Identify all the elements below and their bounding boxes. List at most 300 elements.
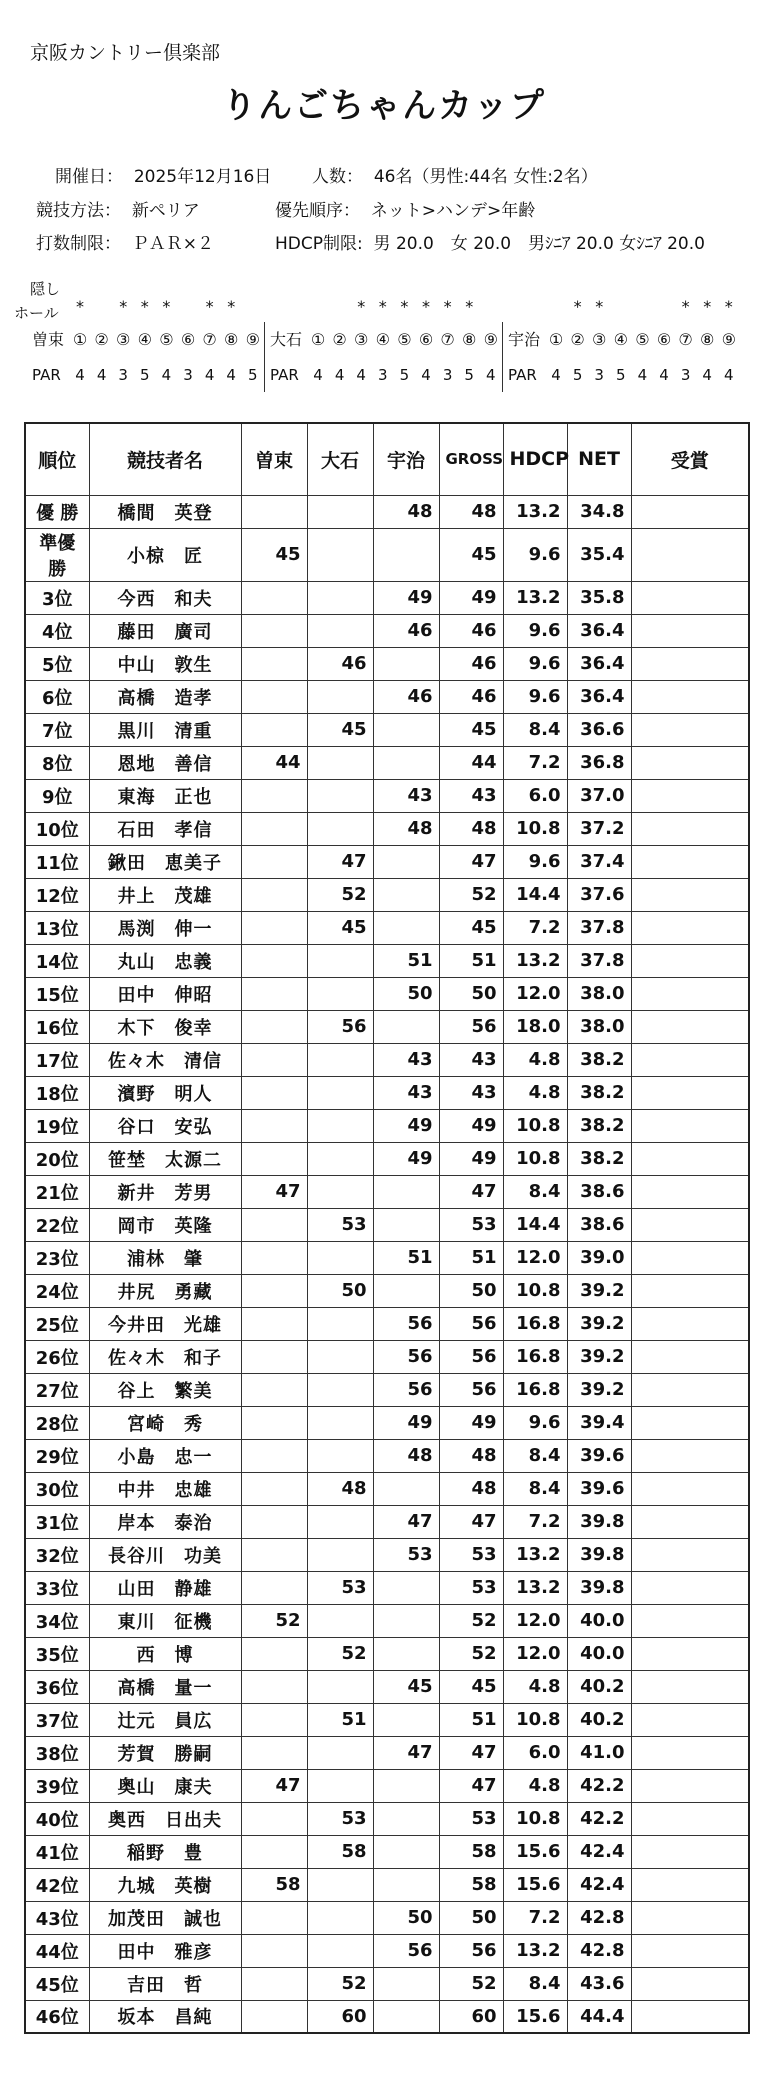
club-name: 京阪カントリー倶楽部 (30, 42, 221, 64)
people-label: 人数： (312, 167, 363, 187)
strokes-label: 打数制限： (36, 234, 121, 254)
priority-label: 優先順序： (275, 201, 360, 221)
par-label-2: PAR (508, 366, 537, 384)
rank-cell: 32位 (25, 1538, 89, 1571)
table-row (25, 845, 749, 878)
gross-cell: 43 (439, 1043, 503, 1076)
oishi-score-cell: 60 (307, 2000, 373, 2033)
hdcp-cell: 10.8 (503, 1142, 567, 1175)
hdcp-cell: 12.0 (503, 977, 567, 1010)
oishi-score-cell: 50 (307, 1274, 373, 1307)
rank-cell: 35位 (25, 1637, 89, 1670)
table-row (25, 1802, 749, 1835)
hole-number: ⑤ (397, 330, 412, 349)
net-cell: 38.0 (567, 1010, 631, 1043)
uji-score-cell (373, 2000, 439, 2033)
award-cell (631, 1010, 749, 1043)
table-row (25, 1142, 749, 1175)
gross-cell: 48 (439, 1472, 503, 1505)
hdcp-cell: 15.6 (503, 2000, 567, 2033)
hole-number: ④ (613, 330, 628, 349)
gross-cell: 49 (439, 581, 503, 614)
award-cell (631, 1208, 749, 1241)
gross-cell: 58 (439, 1835, 503, 1868)
course-label-1: 大石 (270, 330, 303, 349)
oishi-score-cell (307, 1043, 373, 1076)
net-cell: 37.2 (567, 812, 631, 845)
rank-cell: 42位 (25, 1868, 89, 1901)
gross-cell: 47 (439, 1769, 503, 1802)
hdcp-cell: 18.0 (503, 1010, 567, 1043)
hole-number: ⑦ (202, 330, 217, 349)
net-cell: 37.6 (567, 878, 631, 911)
award-cell (631, 878, 749, 911)
date-value: 2025年12月16日 (133, 167, 272, 187)
award-cell (631, 1241, 749, 1274)
player-name-cell: 九城 英樹 (89, 1868, 241, 1901)
sotsuka-score-cell (241, 779, 307, 812)
uji-score-cell: 43 (373, 1043, 439, 1076)
hole-par: 5 (140, 366, 150, 384)
award-cell (631, 746, 749, 779)
hdcp-cell: 9.6 (503, 1406, 567, 1439)
gross-cell: 47 (439, 845, 503, 878)
hdcp-cell: 8.4 (503, 1472, 567, 1505)
uji-score-cell (373, 1274, 439, 1307)
date-label: 開催日： (55, 167, 123, 187)
course-label-0: 曽束 (32, 330, 65, 349)
course-separator (264, 322, 265, 392)
sotsuka-score-cell (241, 1109, 307, 1142)
award-cell (631, 1538, 749, 1571)
table-row (25, 647, 749, 680)
player-name-cell: 山田 静雄 (89, 1571, 241, 1604)
gross-cell: 48 (439, 812, 503, 845)
sotsuka-score-cell (241, 845, 307, 878)
hidden-hole-mark: * (140, 297, 149, 316)
player-name-cell: 長谷川 功美 (89, 1538, 241, 1571)
award-cell (631, 1274, 749, 1307)
oishi-score-cell: 47 (307, 845, 373, 878)
sotsuka-score-cell: 52 (241, 1604, 307, 1637)
rank-cell: 11位 (25, 845, 89, 878)
hole-number: ③ (592, 330, 607, 349)
net-cell: 39.8 (567, 1571, 631, 1604)
hole-par: 4 (204, 366, 215, 384)
rank-cell: 19位 (25, 1109, 89, 1142)
gross-cell: 47 (439, 1175, 503, 1208)
rank-cell: 15位 (25, 977, 89, 1010)
oishi-score-cell (307, 1736, 373, 1769)
net-cell: 39.8 (567, 1538, 631, 1571)
net-cell: 41.0 (567, 1736, 631, 1769)
col-gross: GROSS (439, 423, 503, 495)
award-cell (631, 1175, 749, 1208)
table-row (25, 944, 749, 977)
table-row (25, 581, 749, 614)
table-row (25, 1274, 749, 1307)
net-cell: 44.4 (567, 2000, 631, 2033)
rank-cell: 44位 (25, 1934, 89, 1967)
rank-cell: 21位 (25, 1175, 89, 1208)
net-cell: 37.0 (567, 779, 631, 812)
hole-number: ⑦ (678, 330, 693, 349)
net-cell: 34.8 (567, 495, 631, 528)
oishi-score-cell: 53 (307, 1802, 373, 1835)
sotsuka-score-cell (241, 2000, 307, 2033)
uji-score-cell (373, 1769, 439, 1802)
sotsuka-score-cell (241, 1340, 307, 1373)
rank-cell: 20位 (25, 1142, 89, 1175)
table-row (25, 779, 749, 812)
gross-cell: 49 (439, 1406, 503, 1439)
rank-cell: 18位 (25, 1076, 89, 1109)
uji-score-cell: 56 (373, 1307, 439, 1340)
hole-par: 4 (313, 366, 323, 384)
gross-cell: 56 (439, 1340, 503, 1373)
award-cell (631, 911, 749, 944)
rank-cell: 45位 (25, 1967, 89, 2000)
gross-cell: 48 (439, 495, 503, 528)
table-row (25, 812, 749, 845)
hidden-label: 隠し (30, 280, 61, 298)
hdcp-cell: 4.8 (503, 1043, 567, 1076)
hole-par: 3 (378, 366, 388, 384)
hdcp-cell: 7.2 (503, 746, 567, 779)
award-cell (631, 1373, 749, 1406)
net-cell: 42.2 (567, 1802, 631, 1835)
hdcp-label: HDCP制限: (275, 234, 363, 254)
hdcp-cell: 9.6 (503, 647, 567, 680)
player-name-cell: 小島 忠一 (89, 1439, 241, 1472)
hdcp-cell: 9.6 (503, 845, 567, 878)
uji-score-cell: 50 (373, 977, 439, 1010)
net-cell: 39.8 (567, 1505, 631, 1538)
rank-cell: 24位 (25, 1274, 89, 1307)
hdcp-cell: 13.2 (503, 1934, 567, 1967)
player-name-cell: 佐々木 清信 (89, 1043, 241, 1076)
oishi-score-cell: 52 (307, 1637, 373, 1670)
hdcp-cell: 16.8 (503, 1340, 567, 1373)
rank-cell: 31位 (25, 1505, 89, 1538)
gross-cell: 44 (439, 746, 503, 779)
uji-score-cell (373, 1703, 439, 1736)
hole-par: 4 (334, 366, 345, 384)
uji-score-cell (373, 528, 439, 581)
rank-cell: 23位 (25, 1241, 89, 1274)
sotsuka-score-cell (241, 647, 307, 680)
net-cell: 39.2 (567, 1307, 631, 1340)
net-cell: 36.4 (567, 680, 631, 713)
hidden-hole-mark: * (227, 297, 236, 316)
hole-par: 3 (442, 366, 453, 384)
player-name-cell: 東海 正也 (89, 779, 241, 812)
gross-cell: 46 (439, 680, 503, 713)
gross-cell: 43 (439, 779, 503, 812)
hdcp-cell: 14.4 (503, 1208, 567, 1241)
hole-number: ③ (354, 330, 369, 349)
award-cell (631, 1736, 749, 1769)
sotsuka-score-cell (241, 1241, 307, 1274)
method-label: 競技方法： (36, 201, 121, 221)
oishi-score-cell (307, 581, 373, 614)
hdcp-cell: 12.0 (503, 1604, 567, 1637)
table-row (25, 1637, 749, 1670)
hole-number: ⑥ (180, 330, 196, 349)
sotsuka-score-cell: 45 (241, 528, 307, 581)
rank-cell: 28位 (25, 1406, 89, 1439)
course-separator (502, 322, 503, 392)
table-row (25, 1175, 749, 1208)
player-name-cell: 新井 芳男 (89, 1175, 241, 1208)
award-cell (631, 1109, 749, 1142)
sotsuka-score-cell (241, 1637, 307, 1670)
hdcp-value: 男 20.0 女 20.0 男ｼﾆｱ 20.0 女ｼﾆｱ 20.0 (373, 234, 705, 254)
uji-score-cell (373, 1967, 439, 2000)
net-cell: 42.4 (567, 1868, 631, 1901)
uji-score-cell (373, 1637, 439, 1670)
hdcp-cell: 4.8 (503, 1769, 567, 1802)
hole-par: 4 (724, 366, 734, 384)
oishi-score-cell (307, 1670, 373, 1703)
hole-number: ③ (116, 330, 131, 349)
oishi-score-cell (307, 680, 373, 713)
hidden-hole-mark: * (465, 297, 474, 316)
oishi-score-cell (307, 1241, 373, 1274)
col-sotsuka: 曽束 (241, 423, 307, 495)
sotsuka-score-cell: 44 (241, 746, 307, 779)
hdcp-cell: 15.6 (503, 1868, 567, 1901)
hole-par: 4 (161, 366, 172, 384)
sotsuka-score-cell (241, 1307, 307, 1340)
table-row (25, 1736, 749, 1769)
hdcp-cell: 10.8 (503, 1274, 567, 1307)
hole-par: 4 (551, 366, 561, 384)
uji-score-cell (373, 1571, 439, 1604)
uji-score-cell: 48 (373, 1439, 439, 1472)
award-cell (631, 944, 749, 977)
oishi-score-cell: 46 (307, 647, 373, 680)
hole-number: ⑤ (159, 330, 174, 349)
gross-cell: 43 (439, 1076, 503, 1109)
hdcp-cell: 8.4 (503, 1967, 567, 2000)
sotsuka-score-cell (241, 1406, 307, 1439)
hole-par: 3 (118, 366, 128, 384)
gross-cell: 46 (439, 614, 503, 647)
sotsuka-score-cell (241, 1142, 307, 1175)
award-cell (631, 1340, 749, 1373)
uji-score-cell: 46 (373, 680, 439, 713)
player-name-cell: 濱野 明人 (89, 1076, 241, 1109)
rank-cell: 34位 (25, 1604, 89, 1637)
sotsuka-score-cell (241, 581, 307, 614)
player-name-cell: 高橋 造孝 (89, 680, 241, 713)
oishi-score-cell (307, 1076, 373, 1109)
col-net: NET (567, 423, 631, 495)
hidden-hole-mark: * (76, 297, 84, 316)
uji-score-cell: 49 (373, 1142, 439, 1175)
uji-score-cell: 48 (373, 495, 439, 528)
hidden-hole-mark: * (357, 297, 366, 316)
oishi-score-cell: 48 (307, 1472, 373, 1505)
net-cell: 39.2 (567, 1274, 631, 1307)
player-name-cell: 東川 征機 (89, 1604, 241, 1637)
net-cell: 38.6 (567, 1208, 631, 1241)
net-cell: 36.6 (567, 713, 631, 746)
award-cell (631, 1703, 749, 1736)
hdcp-cell: 13.2 (503, 1538, 567, 1571)
hole-number: ① (310, 330, 326, 349)
sotsuka-score-cell (241, 1934, 307, 1967)
player-name-cell: 笹埜 太源二 (89, 1142, 241, 1175)
hidden-hole-mark: * (205, 297, 214, 316)
oishi-score-cell (307, 1868, 373, 1901)
player-name-cell: 中山 敦生 (89, 647, 241, 680)
method-value: 新ペリア (131, 201, 200, 221)
hdcp-cell: 14.4 (503, 878, 567, 911)
rank-cell: 準優勝 (25, 528, 89, 581)
hole-par: 4 (702, 366, 712, 384)
award-cell (631, 1802, 749, 1835)
sotsuka-score-cell (241, 680, 307, 713)
hidden-hole-mark: * (573, 297, 582, 316)
uji-score-cell (373, 713, 439, 746)
rank-cell: 30位 (25, 1472, 89, 1505)
gross-cell: 49 (439, 1109, 503, 1142)
hidden-hole-mark: * (681, 297, 690, 316)
gross-cell: 53 (439, 1571, 503, 1604)
oishi-score-cell (307, 614, 373, 647)
hdcp-cell: 13.2 (503, 581, 567, 614)
table-row (25, 1769, 749, 1802)
hole-par: 3 (183, 366, 193, 384)
net-cell: 38.0 (567, 977, 631, 1010)
player-name-cell: 馬渕 伸一 (89, 911, 241, 944)
sotsuka-score-cell (241, 1703, 307, 1736)
table-row (25, 680, 749, 713)
gross-cell: 56 (439, 1934, 503, 1967)
table-row (25, 1604, 749, 1637)
hole-label: ホール (14, 304, 59, 322)
hdcp-cell: 12.0 (503, 1241, 567, 1274)
hdcp-cell: 8.4 (503, 1175, 567, 1208)
hidden-hole-mark: * (162, 297, 171, 316)
gross-cell: 50 (439, 1274, 503, 1307)
player-name-cell: 宮崎 秀 (89, 1406, 241, 1439)
hidden-holes-section (0, 0, 768, 400)
col-hdcp: HDCP (503, 423, 567, 495)
award-cell (631, 779, 749, 812)
uji-score-cell: 56 (373, 1373, 439, 1406)
hole-number: ⑨ (483, 330, 498, 349)
award-cell (631, 1307, 749, 1340)
rank-cell: 4位 (25, 614, 89, 647)
player-name-cell: 谷上 繁美 (89, 1373, 241, 1406)
award-cell (631, 1967, 749, 2000)
page-title: りんごちゃんカップ (222, 86, 546, 126)
rank-cell: 13位 (25, 911, 89, 944)
par-label-0: PAR (32, 366, 61, 384)
sotsuka-score-cell (241, 1472, 307, 1505)
gross-cell: 45 (439, 528, 503, 581)
sotsuka-score-cell (241, 713, 307, 746)
oishi-score-cell (307, 1406, 373, 1439)
hole-number: ⑤ (635, 330, 650, 349)
player-name-cell: 西 博 (89, 1637, 241, 1670)
hole-number: ⑧ (462, 330, 477, 349)
hole-par: 4 (356, 366, 366, 384)
hidden-hole-mark: * (119, 297, 128, 316)
gross-cell: 45 (439, 713, 503, 746)
hdcp-cell: 7.2 (503, 1901, 567, 1934)
table-row (25, 1868, 749, 1901)
net-cell: 40.2 (567, 1703, 631, 1736)
hidden-hole-mark: * (422, 297, 430, 316)
table-row (25, 1241, 749, 1274)
player-name-cell: 恩地 善信 (89, 746, 241, 779)
player-name-cell: 芳賀 勝嗣 (89, 1736, 241, 1769)
hdcp-cell: 12.0 (503, 1637, 567, 1670)
player-name-cell: 加茂田 誠也 (89, 1901, 241, 1934)
player-name-cell: 稲野 豊 (89, 1835, 241, 1868)
gross-cell: 45 (439, 911, 503, 944)
rank-cell: 22位 (25, 1208, 89, 1241)
rank-cell: 25位 (25, 1307, 89, 1340)
award-cell (631, 581, 749, 614)
player-name-cell: 橋間 英登 (89, 495, 241, 528)
hole-par: 4 (659, 366, 669, 384)
rank-cell: 38位 (25, 1736, 89, 1769)
rank-cell: 40位 (25, 1802, 89, 1835)
oishi-score-cell (307, 1307, 373, 1340)
award-cell (631, 1142, 749, 1175)
player-name-cell: 石田 孝信 (89, 812, 241, 845)
table-row (25, 1934, 749, 1967)
rank-cell: 33位 (25, 1571, 89, 1604)
table-row (25, 1901, 749, 1934)
table-row (25, 746, 749, 779)
hole-number: ② (570, 330, 585, 349)
hdcp-cell: 10.8 (503, 1703, 567, 1736)
uji-score-cell: 49 (373, 1109, 439, 1142)
award-cell (631, 1505, 749, 1538)
rank-cell: 6位 (25, 680, 89, 713)
net-cell: 36.4 (567, 614, 631, 647)
award-cell (631, 680, 749, 713)
award-cell (631, 1934, 749, 1967)
oishi-score-cell (307, 1769, 373, 1802)
table-row (25, 1439, 749, 1472)
net-cell: 42.4 (567, 1835, 631, 1868)
player-name-cell: 井上 茂雄 (89, 878, 241, 911)
oishi-score-cell (307, 1373, 373, 1406)
results-table (24, 422, 750, 2034)
net-cell: 35.4 (567, 528, 631, 581)
table-header-row (25, 423, 749, 495)
uji-score-cell: 47 (373, 1505, 439, 1538)
hole-number: ⑦ (440, 330, 455, 349)
net-cell: 40.0 (567, 1604, 631, 1637)
award-cell (631, 2000, 749, 2033)
uji-score-cell (373, 647, 439, 680)
hole-number: ⑧ (224, 330, 239, 349)
hidden-hole-mark: * (443, 297, 452, 316)
award-cell (631, 647, 749, 680)
player-name-cell: 田中 伸昭 (89, 977, 241, 1010)
table-row (25, 1703, 749, 1736)
hole-par: 5 (464, 366, 474, 384)
rank-cell: 10位 (25, 812, 89, 845)
